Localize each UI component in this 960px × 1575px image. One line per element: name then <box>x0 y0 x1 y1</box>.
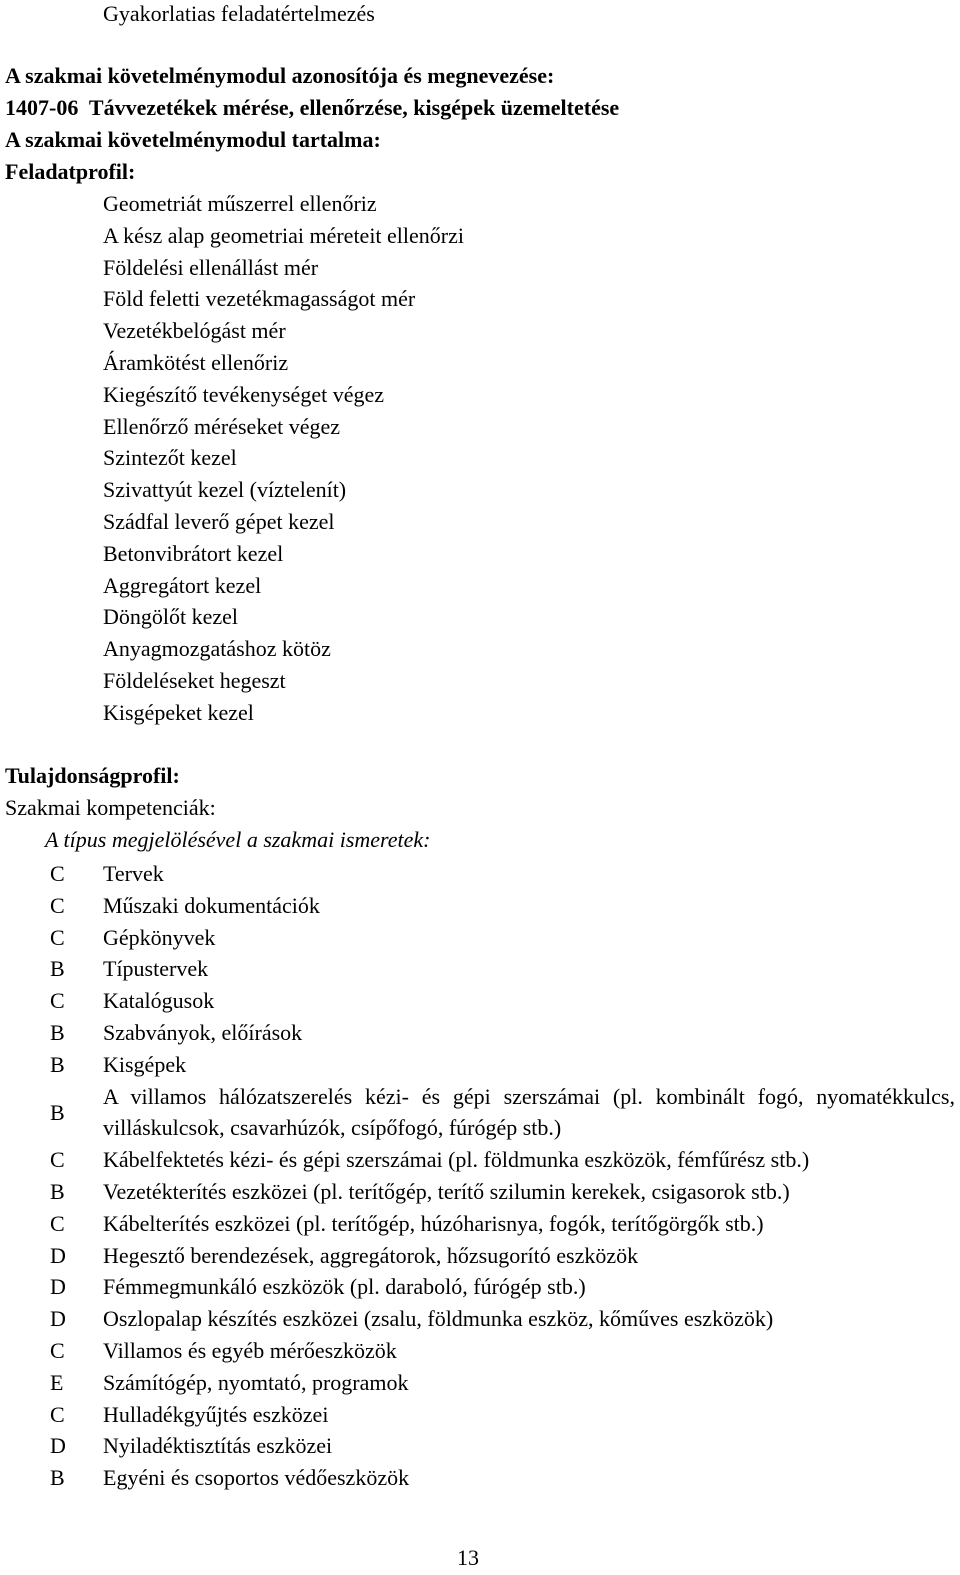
knowledge-row <box>0 955 960 987</box>
knowledge-row <box>0 1019 960 1051</box>
knowledge-level: C <box>50 924 65 950</box>
knowledge-text: Kábelfektetés kézi- és gépi szerszámai (pl. földmunka eszközök, fémfűrész stb.) <box>103 1147 810 1173</box>
knowledge-level: B <box>50 956 65 982</box>
knowledge-text: Típustervek <box>103 956 209 982</box>
knowledge-text: Nyiladéktisztítás eszközei <box>103 1433 333 1459</box>
knowledge-level: D <box>50 1242 66 1268</box>
task-item: Áramkötést ellenőriz <box>103 349 289 375</box>
knowledge-row <box>0 1242 960 1274</box>
task-item: Vezetékbelógást mér <box>103 318 286 344</box>
task-profile-label: Feladatprofil: <box>5 159 136 184</box>
knowledge-level: D <box>50 1274 66 1300</box>
knowledge-level: C <box>50 1401 65 1427</box>
task-item: Kisgépeket kezel <box>103 699 254 725</box>
knowledge-level: C <box>50 1210 65 1236</box>
knowledge-text: Tervek <box>103 861 164 886</box>
knowledge-row <box>0 1210 960 1242</box>
knowledge-row <box>0 1083 960 1147</box>
task-item: Betonvibrátort kezel <box>103 540 284 566</box>
knowledge-text: A villamos hálózatszerelés kézi- és gépi szerszámai (pl. kombinált fogó, nyomatékkulcs, villáskulcsok, csavarhúzók, csípőfogó, fúrógép stb.) <box>103 1083 955 1141</box>
knowledge-level: B <box>50 1465 65 1491</box>
knowledge-row <box>0 892 960 924</box>
module-id-line: 1407-06 Távvezetékek mérése, ellenőrzése, kisgépek üzemeltetése <box>5 95 620 120</box>
knowledge-text: Egyéni és csoportos védőeszközök <box>103 1465 410 1491</box>
knowledge-text: Fémmegmunkáló eszközök (pl. daraboló, fúrógép stb.) <box>103 1274 586 1300</box>
knowledge-row <box>0 1305 960 1337</box>
task-item: Szivattyút kezel (víztelenít) <box>103 477 347 503</box>
knowledge-text: Számítógép, nyomtató, programok <box>103 1369 409 1395</box>
knowledge-text: Gépkönyvek <box>103 924 216 950</box>
knowledge-row <box>0 987 960 1019</box>
knowledge-level: C <box>50 1147 65 1173</box>
knowledge-text: Villamos és egyéb mérőeszközök <box>103 1337 397 1363</box>
task-list <box>103 190 464 731</box>
knowledge-row <box>0 1369 960 1401</box>
knowledge-row <box>0 1178 960 1210</box>
task-item: Ellenőrző méréseket végez <box>103 413 340 439</box>
property-profile-label: Tulajdonságprofil: <box>5 763 180 788</box>
knowledge-list <box>0 860 960 1496</box>
knowledge-row <box>0 924 960 956</box>
knowledge-row <box>0 1273 960 1305</box>
knowledge-level: E <box>50 1369 64 1395</box>
task-item: A kész alap geometriai méreteit ellenőrzi <box>103 222 465 248</box>
task-item: Anyagmozgatáshoz kötöz <box>103 636 331 662</box>
task-item: Szintezőt kezel <box>103 445 237 471</box>
knowledge-row <box>0 1401 960 1433</box>
knowledge-row <box>0 1146 960 1178</box>
knowledge-row <box>0 860 960 892</box>
knowledge-level: B <box>50 1099 65 1125</box>
knowledge-text: Műszaki dokumentációk <box>103 892 320 918</box>
task-item: Szádfal leverő gépet kezel <box>103 508 335 534</box>
page-title: Gyakorlatias feladatértelmezés <box>103 1 375 26</box>
task-item: Geometriát műszerrel ellenőriz <box>103 191 377 216</box>
task-item: Föld feletti vezetékmagasságot mér <box>103 286 416 312</box>
knowledge-text: Katalógusok <box>103 988 215 1014</box>
knowledge-level: B <box>50 1019 65 1045</box>
knowledge-level: B <box>50 1178 65 1204</box>
knowledge-row <box>0 1432 960 1464</box>
task-item: Földeléseket hegeszt <box>103 667 286 693</box>
module-content-label: A szakmai követelménymodul tartalma: <box>5 127 381 152</box>
knowledge-row <box>0 1337 960 1369</box>
knowledge-text: Kisgépek <box>103 1051 187 1077</box>
module-id-label: A szakmai követelménymodul azonosítója és megnevezése: <box>5 63 555 88</box>
competencies-label: Szakmai kompetenciák: <box>5 795 216 820</box>
knowledge-level: D <box>50 1306 66 1332</box>
knowledge-row <box>0 1464 960 1496</box>
knowledge-row <box>0 1051 960 1083</box>
task-item: Kiegészítő tevékenységet végez <box>103 381 384 407</box>
knowledge-intro: A típus megjelölésével a szakmai ismeretek: <box>45 827 431 852</box>
knowledge-level: C <box>50 1337 65 1363</box>
task-item: Földelési ellenállást mér <box>103 254 319 280</box>
knowledge-text: Kábelterítés eszközei (pl. terítőgép, húzóharisnya, fogók, terítőgörgők stb.) <box>103 1210 764 1236</box>
knowledge-level: C <box>50 892 65 918</box>
knowledge-level: C <box>50 988 65 1014</box>
knowledge-text: Oszlopalap készítés eszközei (zsalu, földmunka eszköz, kőműves eszközök) <box>103 1306 774 1332</box>
knowledge-level: B <box>50 1051 65 1077</box>
task-item: Aggregátort kezel <box>103 572 262 598</box>
knowledge-text: Hulladékgyűjtés eszközei <box>103 1401 329 1427</box>
knowledge-text: Vezetékterítés eszközei (pl. terítőgép, terítő szilumin kerekek, csigasorok stb.) <box>103 1178 790 1204</box>
knowledge-text: Szabványok, előírások <box>103 1019 303 1045</box>
knowledge-text: Hegesztő berendezések, aggregátorok, hőzsugorító eszközök <box>103 1242 639 1268</box>
task-item: Döngölőt kezel <box>103 604 239 630</box>
knowledge-level: D <box>50 1433 66 1459</box>
page-number: 13 <box>457 1545 479 1570</box>
knowledge-level: C <box>50 861 65 886</box>
